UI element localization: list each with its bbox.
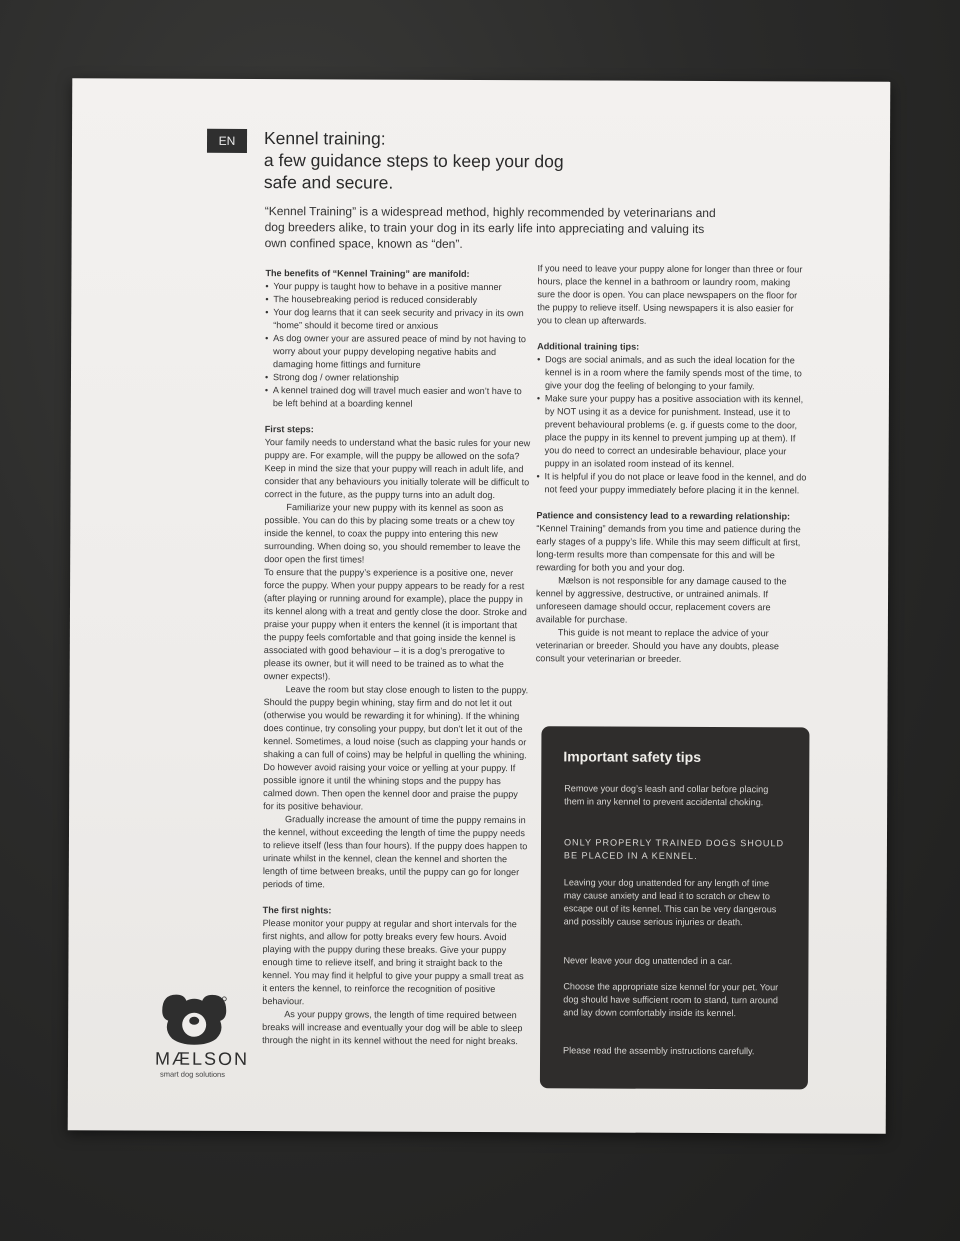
list-item: • A kennel trained dog will travel much easier and won’t have to be left behind at a boarding kennel [273, 384, 531, 411]
paragraph: Mælson is not responsible for any damage caused to the kennel by aggressive, destructive, or untrained animals. If unforeseen damage should occur, replacement covers are available for purchase. [535, 575, 787, 625]
safety-tip: Choose the appropriate size kennel for your pet. Your dog should have sufficient room to stand, turn around and lay down comfortably inside its kennel. [563, 981, 779, 1019]
benefits-heading: The benefits of “Kennel Training” are manifold: [265, 268, 470, 279]
list-item: • It is helpful if you do not place or leave food in the kennel, and do not feed your puppy immediately before placing it in the kennel. [544, 470, 806, 497]
title-line: a few guidance steps to keep your dog [263, 150, 564, 172]
brand-name: MÆLSON [154, 1048, 250, 1070]
intro-paragraph: “Kennel Training” is a widespread method, highly recommended by veterinarians and dog breeders alike, to train your dog in its early life into appreciating and valuing its own confined space, known as “den”. [264, 204, 716, 251]
language-badge: EN [207, 129, 247, 153]
paragraph: Leave the room but stay close enough to listen to the puppy. Should the puppy begin whining, stay firm and do not let it out (otherwise you would be rewarding it for whining). If the whining does continue, try consoling your puppy, but don’t let it out of the kennel. Sometimes, a loud noise (such as clapping your hands or shaking a can full of coins) may be helpful in quelling the whining. Do however avoid raising your voice or yelling at your puppy. If possible ignore it until the whining stops and the puppy has calmed down. Then open the kennel door and praise the puppy for its positive behaviour. [263, 684, 529, 812]
safety-tip: Remove your dog’s leash and collar before placing them in any kennel to prevent accidental choking. [564, 783, 769, 808]
patience-heading: Patience and consistency lead to a rewarding relationship: [536, 510, 791, 522]
safety-tip: ONLY PROPERLY TRAINED DOGS SHOULD BE PLACED IN A KENNEL. [563, 837, 785, 861]
list-item: • The housebreaking period is reduced considerably [273, 293, 531, 307]
safety-tip: Leaving your dog unattended for any length of time may cause anxiety and lead it to scratch or chew to escape out of its kennel. This can be very dangerous and possibly cause serious injuries or death. [563, 877, 777, 928]
paragraph: This guide is not meant to replace the advice of your veterinarian or breeder. Should you have any doubts, please consult your veterinarian or breeder. [535, 627, 780, 664]
left-column [262, 267, 531, 1048]
paragraph: If you need to leave your puppy alone for longer than three or four hours, place the kennel in a bathroom or laundry room, making sure the door is open. You can place newspapers on the floor for the puppy to relieve itself. Using newspapers it is also easier for you to clean up afterwards. [537, 263, 803, 326]
brand-tagline: smart dog solutions [159, 1069, 226, 1079]
tips-list [536, 353, 807, 497]
list-item: • As dog owner your are assured peace of mind by not having to worry about your puppy developing negative habits and damaging home fittings and furniture [273, 332, 531, 372]
paragraph: Familiarize your new puppy with its kennel as soon as possible. You can do this by placing some treats or a chew toy inside the kennel, to coax the puppy into entering this new surrounding. When doing so, you should remember to leave the door open the first times! [264, 502, 521, 565]
list-item: • Your dog learns that it can seek security and privacy in its own “home” should it become tired or anxious [273, 306, 531, 333]
list-item: • Strong dog / owner relationship [273, 371, 531, 385]
dog-face-logo-icon [154, 989, 254, 1047]
safety-tip: Please read the assembly instructions carefully. [563, 1045, 755, 1057]
paragraph: Gradually increase the amount of time the puppy remains in the kennel, without exceeding the length of time the puppy needs to relieve itself (less than four hours). If the puppy does happen to urinate whilst in the kennel, clean the kennel and shorten the length of time between breaks, until the puppy can go for longer periods of time. [262, 814, 528, 890]
right-column [536, 262, 808, 666]
page-title [264, 127, 624, 195]
first-steps-heading: First steps: [264, 424, 314, 435]
paragraph: Your family needs to understand what the basic rules for your new puppy are. For example, will the puppy be allowed on the sofa? Keep in mind the size that your puppy will reach in adult life, and consider that any behaviours you initially tolerate will be difficult to correct in the future, as the puppy turns into an adult dog. [264, 437, 531, 501]
paragraph: “Kennel Training” demands from you time and patience during the early stages of a puppy’s life. While this may seem difficult at first, long-term results more than compensate for this and will be rewarding for both you and your dog. [536, 523, 801, 573]
safety-heading: Important safety tips [563, 748, 702, 765]
safety-tip: Never leave your dog unattended in a car. [563, 955, 733, 967]
instruction-sheet [68, 78, 891, 1134]
maelson-logo [154, 989, 254, 1079]
safety-tips-panel [540, 726, 810, 1089]
list-item: • Make sure your puppy has a positive association with its kennel, by NOT using it as a device for punishment. Instead, use it to prevent behavioural problems (e. g. if guests come to the door, place the puppy in its kennel to prevent jumping up at them). If you do need to correct an undesirable behaviour, place your puppy in an isolated room instead of its kennel. [545, 392, 807, 471]
first-nights-heading: The first nights: [262, 905, 332, 916]
list-item: • Dogs are social animals, and as such the ideal location for the kennel is in a room where the family spends most of the time, to give your dog the feeling of belonging to your family. [545, 353, 807, 393]
title-line: safe and secure. [263, 172, 394, 193]
paragraph: Please monitor your puppy at regular and short intervals for the first nights, and allow for potty breaks every few hours. Avoid playing with the puppy during these breaks. Give your puppy enough time to relieve itself, and bring it straight back to the kennel. You may find it helpful to give your puppy a small treat as it enters the kennel, to reinforce the recognition of positive behaviour. [262, 918, 524, 1007]
tips-heading: Additional training tips: [537, 341, 640, 352]
benefits-list [265, 280, 532, 411]
title-line: Kennel training: [263, 128, 386, 149]
paragraph: To ensure that the puppy’s experience is a positive one, never force the puppy. When your puppy appears to be ready for a rest (after playing or running around for example), place the puppy in its kennel along with a treat and gently close the door. Stroke and praise your puppy when it enters the kennel (it is important that the puppy feels comfortable and that going inside the kennel is associated with good behaviour – it is a dog’s prerogative to please its owner, but it will need to be trained as to what the owner expects!). [263, 567, 527, 682]
list-item: • Your puppy is taught how to behave in a positive manner [273, 280, 531, 294]
paragraph: As your puppy grows, the length of time required between breaks will increase and eventually your dog will be able to sleep through the night in its kennel without the need for night breaks. [262, 1009, 523, 1047]
